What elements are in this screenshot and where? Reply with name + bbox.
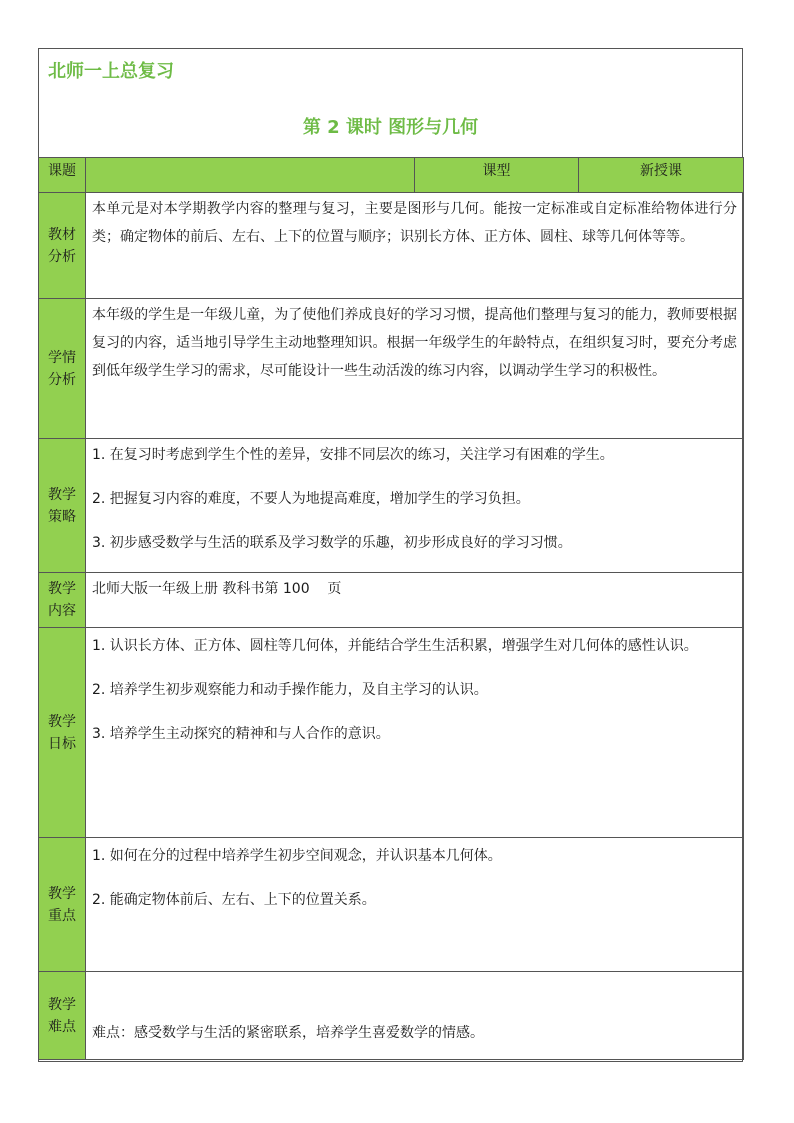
- students-text: 本年级的学生是一年级儿童，为了使他们养成良好的学习习惯，提高他们整理与复习的能力，教师要根据复习的内容，适当地引导学生主动地整理知识。根据一年级学生的年龄特点，在组织复习时，要充分考虑到低年级学生学习的需求，尽可能设计一些生动活泼的练习内容，以调动学生学习的积极性。: [92, 307, 737, 379]
- difficult-row: [39, 972, 744, 1060]
- difficult-cell: [86, 972, 744, 1060]
- content-cell: [86, 573, 744, 628]
- students-row: [39, 299, 744, 439]
- students-cell: [86, 299, 744, 439]
- title-row: [39, 158, 744, 193]
- strategy-item: 2. 把握复习内容的难度，不要人为地提高难度，增加学生的学习负担。: [92, 491, 530, 507]
- key-row: [39, 838, 744, 972]
- key-label: 教学重点: [39, 838, 86, 972]
- topic-value: [86, 158, 415, 193]
- analysis-text: 本单元是对本学期教学内容的整理与复习，主要是图形与几何。能按一定标准或自定标准给物体进行分类；确定物体的前后、左右、上下的位置与顺序；识别长方体、正方体、圆柱、球等几何体等等。: [92, 201, 737, 245]
- analysis-row: [39, 193, 744, 299]
- students-label: 学情分析: [39, 299, 86, 439]
- strategy-item: 1. 在复习时考虑到学生个性的差异，安排不同层次的练习，关注学习有困难的学生。: [92, 447, 614, 463]
- document-header: [39, 49, 742, 157]
- strategy-row: [39, 439, 744, 573]
- strategy-label: 教学策略: [39, 439, 86, 573]
- content-row: [39, 573, 744, 628]
- lesson-type-value: 新授课: [579, 158, 744, 193]
- key-item: 2. 能确定物体前后、左右、上下的位置关系。: [92, 892, 376, 908]
- key-item: 1. 如何在分的过程中培养学生初步空间观念，并认识基本几何体。: [92, 848, 502, 864]
- key-cell: [86, 838, 744, 972]
- goal-item: 1. 认识长方体、正方体、圆柱等几何体，并能结合学生生活积累，增强学生对几何体的感性认识。: [92, 638, 698, 654]
- content-label: 教学内容: [39, 573, 86, 628]
- goals-row: [39, 628, 744, 838]
- difficult-label: 教学难点: [39, 972, 86, 1060]
- lesson-plan-table: [38, 157, 744, 1060]
- difficult-text: 难点：感受数学与生活的紧密联系，培养学生喜爱数学的情感。: [92, 1025, 484, 1041]
- goals-label: 教学日标: [39, 628, 86, 838]
- content-text: 北师大版一年级上册 教科书第 100 页: [92, 581, 342, 597]
- analysis-cell: [86, 193, 744, 299]
- topic-label: 课题: [39, 158, 86, 193]
- lesson-plan-document: [38, 48, 743, 1062]
- strategy-cell: [86, 439, 744, 573]
- lesson-type-label: 课型: [415, 158, 579, 193]
- analysis-label: 教材分析: [39, 193, 86, 299]
- series-title: 北师一上总复习: [48, 61, 174, 82]
- goal-item: 3. 培养学生主动探究的精神和与人合作的意识。: [92, 726, 390, 742]
- goal-item: 2. 培养学生初步观察能力和动手操作能力，及自主学习的认识。: [92, 682, 488, 698]
- lesson-title: 第 2 课时 图形与几何: [302, 117, 479, 138]
- strategy-item: 3. 初步感受数学与生活的联系及学习数学的乐趣，初步形成良好的学习习惯。: [92, 535, 572, 551]
- goals-cell: [86, 628, 744, 838]
